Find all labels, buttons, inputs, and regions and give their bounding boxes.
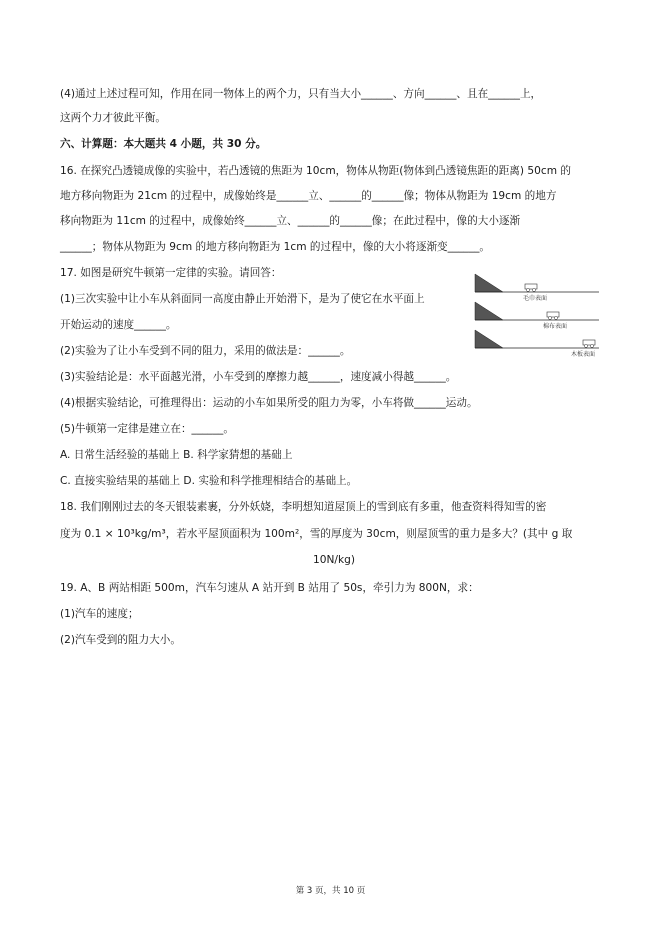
q18-line2: 度为 0.1 × 10³kg/m³，若水平屋顶面积为 100m²，雪的厚度为 30cm，则屋顶雪的重力是多大？(其中 g 取 — [60, 528, 573, 540]
cart-2 — [547, 312, 559, 317]
q16-line2: 地方移向物距为 21cm 的过程中，成像始终是______立、______的______像；物体从物距为 19cm 的地方 — [60, 190, 557, 202]
q16-line3: 移向物距为 11cm 的过程中，成像始终______立、______的______像；在此过程中，像的大小逐渐 — [60, 215, 521, 227]
q15-part4: (4)通过上述过程可知，作用在同一物体上的两个力，只有当大小______、方向______、且在______上， — [60, 88, 542, 100]
ramp-3 — [475, 330, 503, 348]
label-wood: 木板表面 — [571, 351, 596, 358]
label-towel: 毛巾表面 — [523, 295, 548, 302]
q17-options-cd: C. 直接实验结果的基础上 D. 实验和科学推理相结合的基础上。 — [60, 475, 358, 487]
q18-line3: 10N/kg) — [313, 554, 355, 566]
cart-1 — [525, 284, 537, 289]
cart-3 — [583, 340, 595, 345]
q18-line1: 18. 我们刚刚过去的冬天银装素裹，分外妖娆，李明想知道屋顶上的雪到底有多重，他查资料得知雪的密 — [60, 501, 547, 513]
q17-options-ab: A. 日常生活经验的基础上 B. 科学家猜想的基础上 — [60, 449, 293, 461]
q17-part4: (4)根据实验结论，可推理得出：运动的小车如果所受的阻力为零，小车将做______运动。 — [60, 397, 478, 409]
q16-line1: 16. 在探究凸透镜成像的实验中，若凸透镜的焦距为 10cm，物体从物距(物体到凸透镜焦距的距离) 50cm 的 — [60, 165, 571, 177]
newton-experiment-figure — [473, 272, 603, 360]
q19-stem: 19. A、B 两站相距 500m，汽车匀速从 A 站开到 B 站用了 50s，牵引力为 800N，求： — [60, 582, 479, 594]
q17-part5: (5)牛顿第一定律是建立在：______。 — [60, 423, 234, 435]
q16-line4: ______；物体从物距为 9cm 的地方移向物距为 1cm 的过程中，像的大小将逐渐变______。 — [60, 241, 491, 253]
q17-stem: 17. 如图是研究牛顿第一定律的实验。请回答： — [60, 267, 282, 279]
q17-part1: (1)三次实验中让小车从斜面同一高度由静止开始滑下，是为了使它在水平面上 — [60, 293, 425, 305]
page-footer: 第 3 页，共 10 页 — [295, 886, 366, 896]
ramp-1 — [475, 274, 503, 292]
section-heading: 六、计算题：本大题共 4 小题，共 30 分。 — [60, 138, 267, 150]
label-cotton: 棉布表面 — [543, 323, 568, 330]
q19-part1: (1)汽车的速度； — [60, 608, 139, 620]
q15-part4-cont: 这两个力才彼此平衡。 — [60, 112, 166, 124]
ramp-2 — [475, 302, 503, 320]
q17-part2: (2)实验为了让小车受到不同的阻力，采用的做法是：______。 — [60, 345, 351, 357]
q17-part3: (3)实验结论是：水平面越光滑，小车受到的摩擦力越______，速度减小得越______。 — [60, 371, 457, 383]
q19-part2: (2)汽车受到的阻力大小。 — [60, 634, 181, 646]
q17-part1-cont: 开始运动的速度______。 — [60, 319, 177, 331]
